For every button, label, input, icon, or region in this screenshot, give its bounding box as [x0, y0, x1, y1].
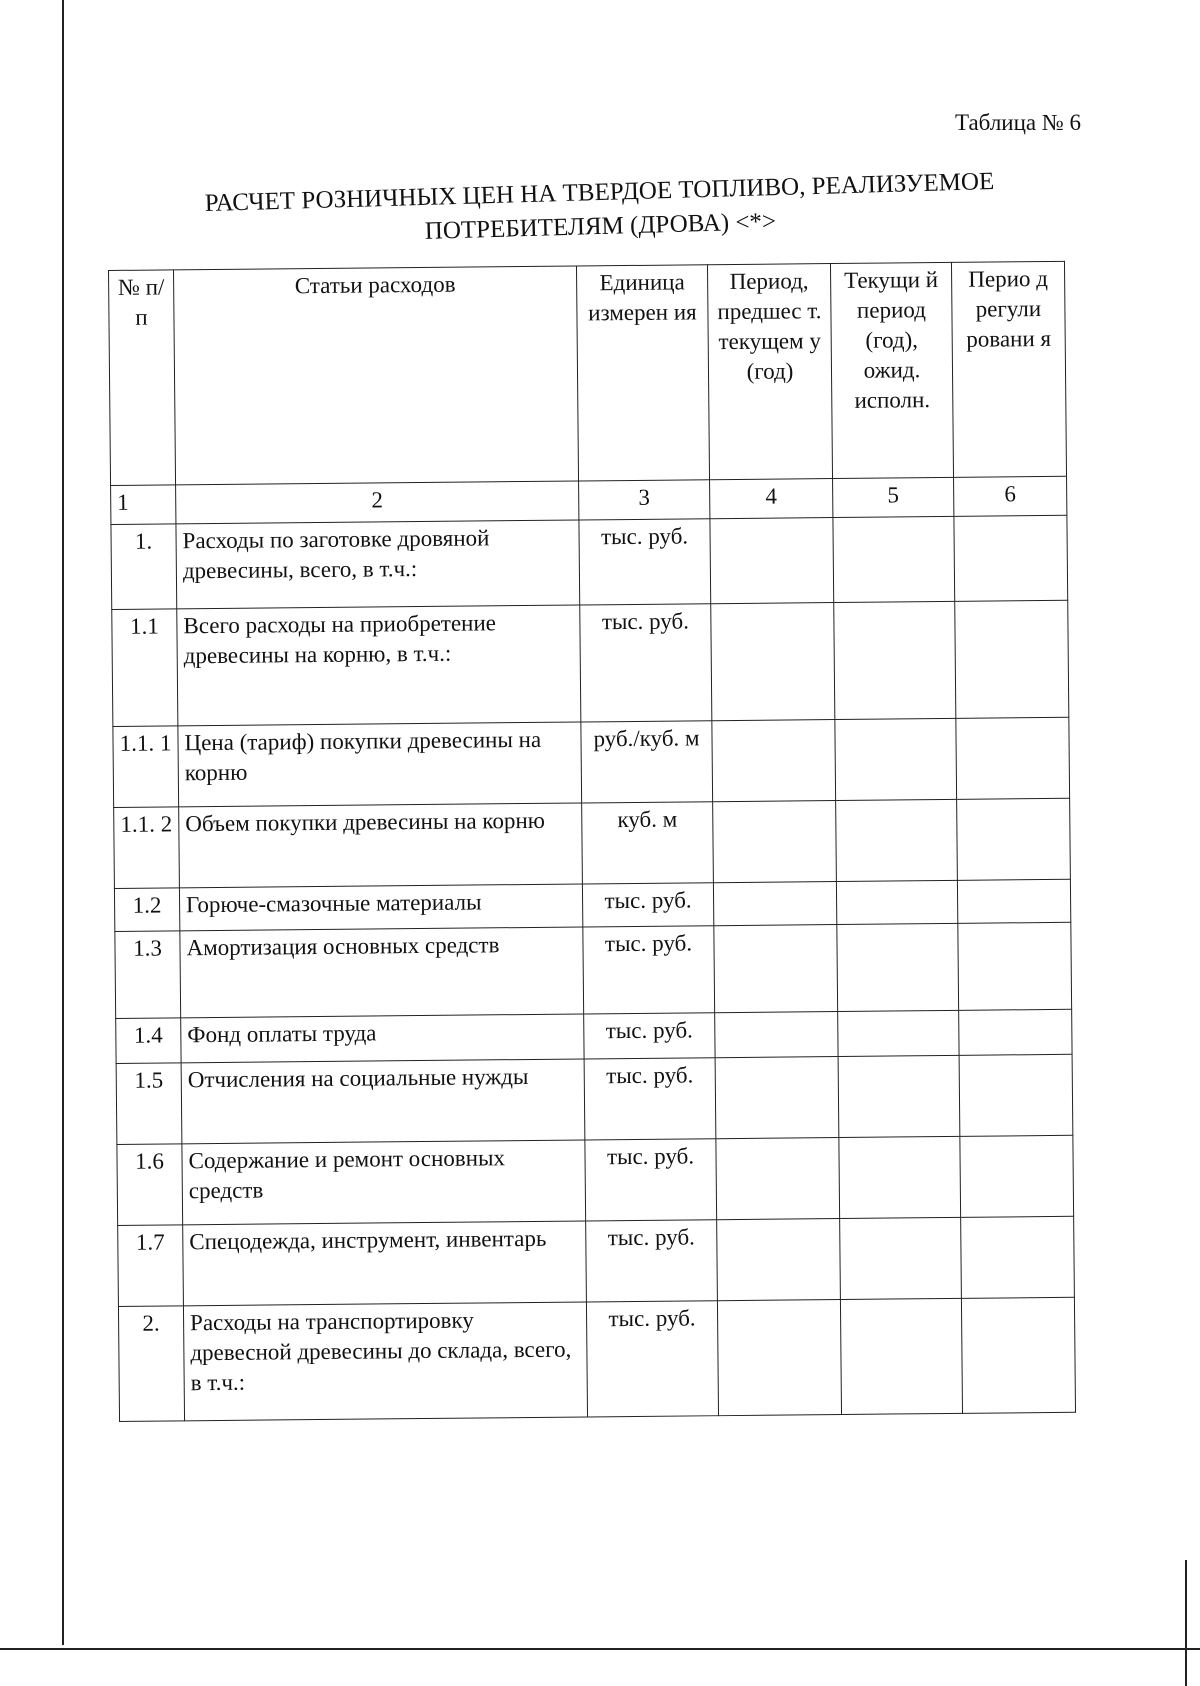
row-value-previous — [717, 1300, 841, 1416]
row-unit: тыс. руб. — [580, 604, 712, 722]
page-edge-left — [62, 0, 64, 1645]
table-row — [118, 1297, 1075, 1421]
column-number: 4 — [710, 479, 833, 519]
row-value-current — [834, 601, 956, 719]
header-number: № п/п — [109, 270, 176, 486]
row-value-previous — [715, 1012, 838, 1058]
column-number: 6 — [954, 476, 1067, 516]
row-value-previous — [715, 1057, 839, 1139]
row-number: 1.4 — [116, 1018, 181, 1064]
table-row — [118, 1216, 1075, 1306]
row-value-previous — [711, 603, 835, 721]
row-item: Расходы на транспортировку древесной древесины до склада, всего, в т.ч.: — [183, 1302, 587, 1421]
row-value-current — [837, 923, 959, 1011]
row-unit: тыс. руб. — [582, 883, 713, 927]
row-value-regulation — [959, 1054, 1073, 1136]
table-row — [112, 600, 1069, 726]
row-item: Фонд оплаты труда — [181, 1014, 584, 1063]
row-number: 2. — [118, 1306, 184, 1422]
table-number: Таблица № 6 — [955, 110, 1082, 135]
row-value-current — [836, 799, 958, 881]
table-row — [113, 717, 1070, 807]
header-current-period: Текущи й период (год), ожид. исполн. — [830, 262, 953, 478]
header-row — [109, 261, 1067, 485]
row-item: Отчисления на социальные нужды — [181, 1059, 585, 1144]
row-value-regulation — [956, 717, 1070, 799]
row-value-current — [839, 1136, 961, 1218]
header-unit: Единица измерен ия — [576, 265, 709, 481]
row-value-current — [833, 516, 955, 602]
row-number: 1.3 — [115, 931, 181, 1019]
table-row — [116, 1054, 1073, 1144]
row-value-regulation — [958, 922, 1072, 1010]
page-edge-right — [1185, 1560, 1187, 1686]
row-value-current — [836, 880, 957, 924]
row-item: Содержание и ремонт основных средств — [182, 1140, 586, 1225]
column-number: 5 — [833, 477, 954, 517]
row-value-regulation — [961, 1216, 1075, 1298]
row-value-previous — [712, 720, 836, 802]
row-number: 1.1. 1 — [113, 726, 179, 808]
row-number: 1.6 — [117, 1144, 183, 1226]
row-value-previous — [710, 518, 834, 604]
row-number: 1.1. 2 — [114, 807, 180, 889]
row-value-current — [838, 1010, 959, 1056]
page-edge-bottom — [0, 1648, 1200, 1650]
row-unit: тыс. руб. — [586, 1220, 718, 1302]
header-items: Статьи расходов — [174, 266, 579, 485]
header-regulation-period: Перио д регули ровани я — [951, 261, 1066, 477]
row-unit: тыс. руб. — [584, 1058, 716, 1140]
row-item: Всего расходы на приобретение древесины на корню, в т.ч.: — [177, 605, 581, 726]
row-value-regulation — [961, 1297, 1075, 1413]
row-item: Объем покупки древесины на корню — [179, 803, 583, 888]
table-row — [111, 515, 1068, 609]
row-unit: тыс. руб. — [583, 926, 715, 1014]
row-item: Амортизация основных средств — [180, 927, 584, 1018]
row-item: Цена (тариф) покупки древесины на корню — [178, 722, 582, 807]
row-value-previous — [713, 801, 837, 883]
row-value-previous — [714, 925, 838, 1013]
row-number: 1. — [111, 524, 177, 610]
row-value-current — [838, 1055, 960, 1137]
row-number: 1.1 — [112, 609, 178, 727]
row-unit: тыс. руб. — [584, 1013, 715, 1059]
row-item: Горюче-смазочные материалы — [179, 884, 582, 931]
row-unit: тыс. руб. — [586, 1301, 718, 1417]
header-previous-period: Период, предшес т. текущем у (год) — [707, 264, 832, 480]
row-unit: тыс. руб. — [579, 519, 711, 605]
row-unit: тыс. руб. — [585, 1139, 717, 1221]
document-title — [119, 163, 1081, 258]
table-row — [117, 1135, 1074, 1225]
row-item: Спецодежда, инструмент, инвентарь — [183, 1221, 587, 1306]
row-number: 1.7 — [118, 1225, 184, 1307]
row-number: 1.5 — [116, 1063, 182, 1145]
table-row — [114, 798, 1071, 888]
row-value-regulation — [957, 879, 1070, 923]
row-unit: руб./куб. м — [581, 721, 713, 803]
cost-table — [108, 261, 1076, 1422]
row-value-regulation — [957, 798, 1071, 880]
title-line-2: ПОТРЕБИТЕЛЯМ (ДРОВА) <*> — [424, 208, 777, 245]
row-value-previous — [717, 1219, 841, 1301]
column-number: 1 — [111, 485, 176, 525]
row-value-current — [835, 718, 957, 800]
row-value-current — [840, 1298, 962, 1414]
column-number: 3 — [579, 480, 710, 520]
row-value-previous — [716, 1138, 840, 1220]
row-value-regulation — [955, 600, 1069, 718]
row-item: Расходы по заготовке дровяной древесины, всего, в т.ч.: — [176, 520, 580, 609]
row-value-regulation — [954, 515, 1068, 601]
row-value-previous — [713, 882, 836, 926]
title-line-1: РАСЧЕТ РОЗНИЧНЫХ ЦЕН НА ТВЕРДОЕ ТОПЛИВО, РЕАЛИЗУЕМОЕ — [204, 167, 995, 218]
row-number: 1.2 — [114, 888, 179, 932]
row-unit: куб. м — [582, 802, 714, 884]
row-value-regulation — [959, 1009, 1072, 1055]
table-row — [115, 922, 1072, 1018]
row-value-regulation — [960, 1135, 1074, 1217]
column-number: 2 — [176, 481, 579, 524]
row-value-current — [840, 1217, 962, 1299]
